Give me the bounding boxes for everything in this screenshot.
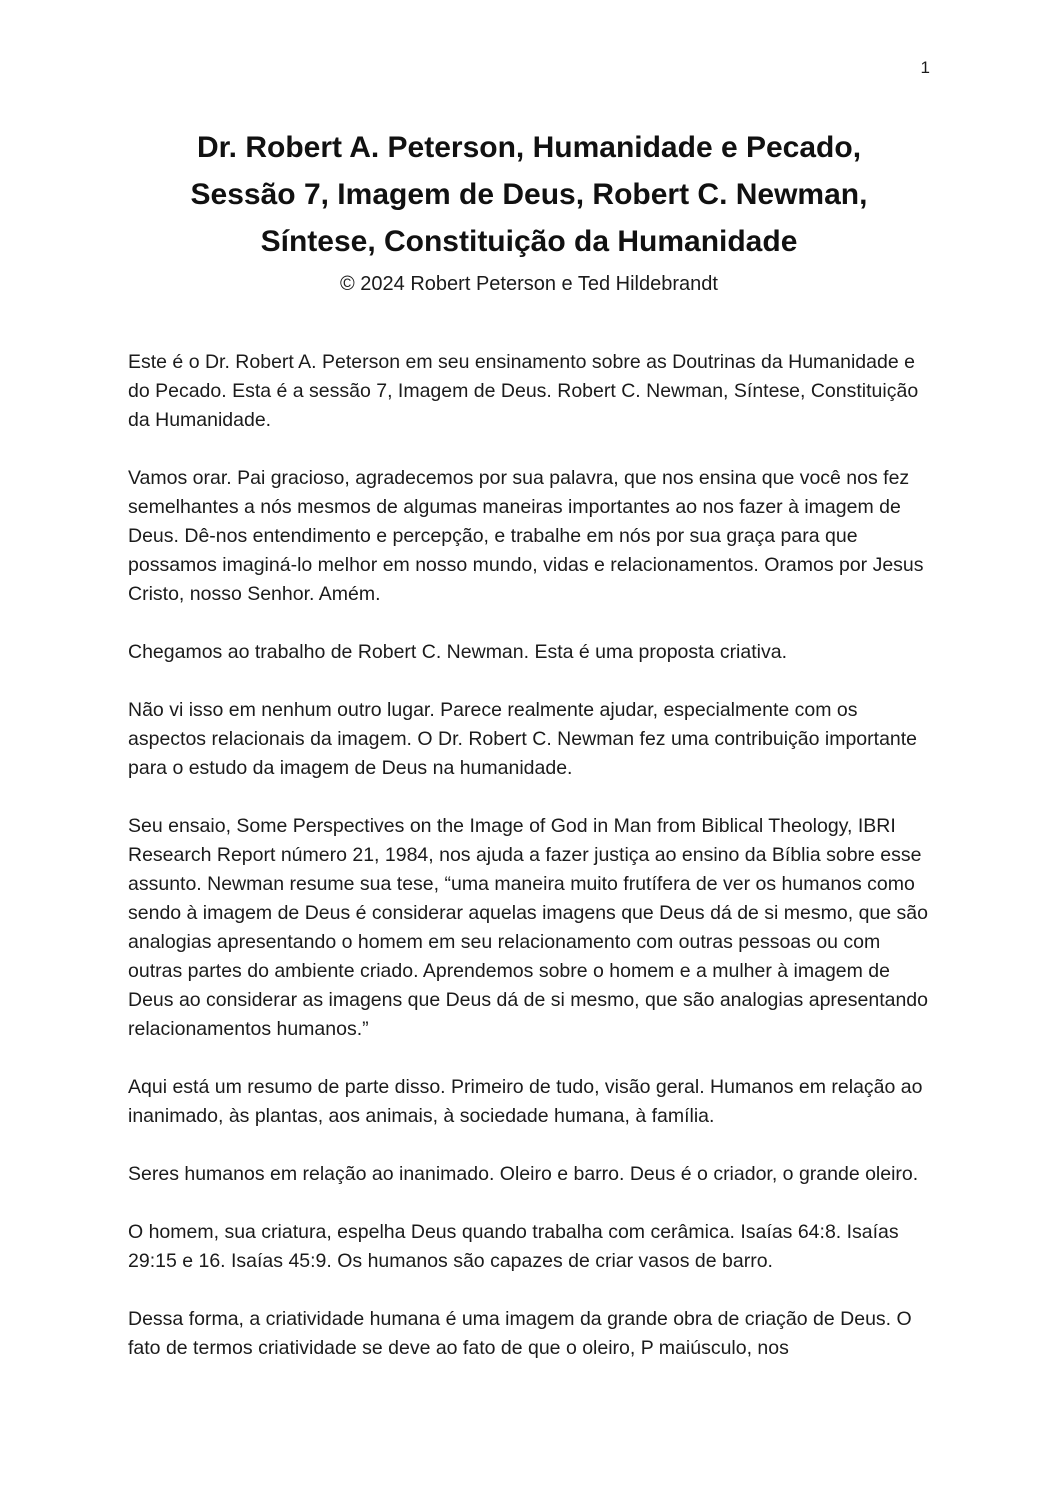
document-title (128, 124, 930, 265)
paragraph-inanimate: Seres humanos em relação ao inanimado. Oleiro e barro. Deus é o criador, o grande oleiro. (128, 1163, 919, 1185)
paragraph-contribution: Não vi isso em nenhum outro lugar. Parece realmente ajudar, especialmente com os aspectos relacionais da imagem. O Dr. Robert C. Newman fez uma contribuição importante para o estudo da imagem de Deus na humanidade. (128, 699, 918, 779)
paragraph-summary-overview: Aqui está um resumo de parte disso. Primeiro de tudo, visão geral. Humanos em relação ao inanimado, às plantas, aos animais, à sociedade humana, à família. (128, 1076, 923, 1127)
paragraph-prayer: Vamos orar. Pai gracioso, agradecemos por sua palavra, que nos ensina que você nos fez semelhantes a nós mesmos de algumas maneiras importantes ao nos fazer à imagem de Deus. Dê-nos entendimento e percepção, e trabalhe em nós por sua graça para que possamos imaginá-lo melhor em nosso mundo, vidas e relacionamentos. Oramos por Jesus Cristo, nosso Senhor. Amém. (128, 467, 924, 605)
paragraph-essay-thesis: Seu ensaio, Some Perspectives on the Image of God in Man from Biblical Theology, IBRI Research Report número 21, 1984, nos ajuda a fazer justiça ao ensino da Bíblia sobre esse assunto. Newman resume sua tese, “uma maneira muito frutífera de ver os humanos como sendo à imagem de Deus é considerar aquelas imagens que Deus dá de si mesmo, que são analogias apresentando o homem em seu relacionamento com outras pessoas ou com outras partes do ambiente criado. Aprendemos sobre o homem e a mulher à imagem de Deus ao considerar as imagens que Deus dá de si mesmo, que são analogias apresentando relacionamentos humanos.” (128, 815, 928, 1040)
title-line-3: Síntese, Constituição da Humanidade (260, 225, 798, 258)
paragraph-creativity: Dessa forma, a criatividade humana é uma imagem da grande obra de criação de Deus. O fato de termos criatividade se deve ao fato de que o oleiro, P maiúsculo, nos (128, 1308, 912, 1359)
title-line-2: Sessão 7, Imagem de Deus, Robert C. Newman, (190, 178, 868, 211)
paragraph-potter-clay: O homem, sua criatura, espelha Deus quando trabalha com cerâmica. Isaías 64:8. Isaías 29:15 e 16. Isaías 45:9. Os humanos são capazes de criar vasos de barro. (128, 1221, 899, 1272)
document-body (128, 348, 930, 1363)
page-number: 1 (920, 58, 930, 77)
copyright-line: © 2024 Robert Peterson e Ted Hildebrandt (340, 273, 718, 295)
paragraph-intro: Este é o Dr. Robert A. Peterson em seu ensinamento sobre as Doutrinas da Humanidade e do Pecado. Esta é a sessão 7, Imagem de Deus. Robert C. Newman, Síntese, Constituição da Humanidade. (128, 351, 919, 431)
title-line-1: Dr. Robert A. Peterson, Humanidade e Pecado, (196, 131, 862, 164)
paragraph-newman-intro: Chegamos ao trabalho de Robert C. Newman. Esta é uma proposta criativa. (128, 641, 788, 663)
